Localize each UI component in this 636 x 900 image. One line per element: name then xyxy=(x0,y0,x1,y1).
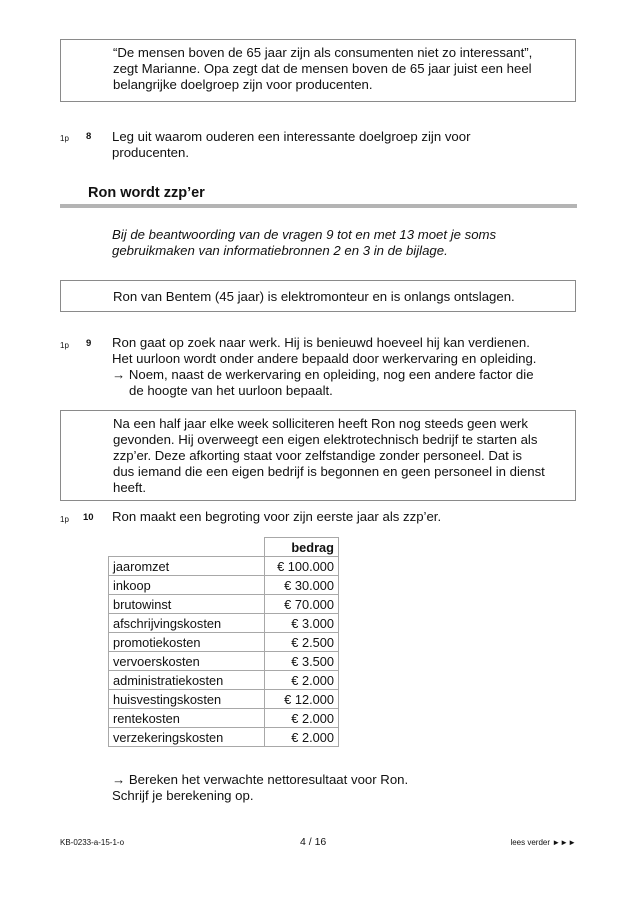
budget-header-amount: bedrag xyxy=(265,538,339,557)
row-label: inkoop xyxy=(109,576,265,595)
footer-page-number: 4 / 16 xyxy=(300,836,327,848)
table-row xyxy=(109,576,339,595)
q8-text: Leg uit waarom ouderen een interessante doelgroep zijn voor producenten. xyxy=(112,129,471,160)
footer-continue: lees verder ►►► xyxy=(510,838,576,847)
q10-points: 1p xyxy=(60,515,69,524)
row-amount: € 2.500 xyxy=(265,633,339,652)
q10-text: Ron maakt een begroting voor zijn eerste jaar als zzp’er. xyxy=(112,509,442,524)
q8-points: 1p xyxy=(60,134,69,143)
quote-text: “De mensen boven de 65 jaar zijn als consumenten niet zo interessant”, zegt Marianne. Opa zegt dat de mensen boven de 65 jaar juist een heel belangrijke doelgroep zijn voor producenten. xyxy=(113,45,533,92)
row-label: rentekosten xyxy=(109,709,265,728)
row-amount: € 12.000 xyxy=(265,690,339,709)
section-intro: Bij de beantwoording van de vragen 9 tot en met 13 moet je soms gebruikmaken van informatiebronnen 2 en 3 in de bijlage. xyxy=(112,227,497,258)
q9-points: 1p xyxy=(60,341,69,350)
row-label: vervoerskosten xyxy=(109,652,265,671)
row-amount: € 2.000 xyxy=(265,728,339,747)
row-label: huisvestingskosten xyxy=(109,690,265,709)
section-divider xyxy=(60,204,577,208)
table-row xyxy=(109,709,339,728)
row-amount: € 2.000 xyxy=(265,671,339,690)
table-row xyxy=(109,671,339,690)
table-row xyxy=(109,557,339,576)
table-row xyxy=(109,614,339,633)
table-row xyxy=(109,728,339,747)
quote-box xyxy=(60,39,576,102)
row-label: afschrijvingskosten xyxy=(109,614,265,633)
q10-number: 10 xyxy=(83,512,94,523)
q10-task: → Bereken het verwachte nettoresultaat voor Ron. Schrijf je berekening op. xyxy=(112,772,409,803)
budget-table xyxy=(108,537,339,747)
row-label: promotiekosten xyxy=(109,633,265,652)
context-box-ron xyxy=(60,280,576,312)
context-box-zzp xyxy=(60,410,576,501)
budget-header-row xyxy=(109,538,339,557)
budget-header-empty xyxy=(109,538,265,557)
q9-number: 9 xyxy=(86,338,92,349)
table-row xyxy=(109,633,339,652)
table-row xyxy=(109,652,339,671)
row-label: administratiekosten xyxy=(109,671,265,690)
row-amount: € 3.000 xyxy=(265,614,339,633)
row-amount: € 100.000 xyxy=(265,557,339,576)
row-label: verzekeringskosten xyxy=(109,728,265,747)
table-row xyxy=(109,690,339,709)
context-text-ron: Ron van Bentem (45 jaar) is elektromonteur en is onlangs ontslagen. xyxy=(113,289,515,304)
context-text-zzp: Na een half jaar elke week solliciteren heeft Ron nog steeds geen werk gevonden. Hij overweegt een eigen elektrotechnisch bedrijf te starten als zzp’er. Deze afkorting staat voor zelfstandige zonder personeel. Dat is dus iemand die een eigen bedrijf is begonnen en geen personeel in dienst heeft. xyxy=(113,416,545,495)
row-amount: € 2.000 xyxy=(265,709,339,728)
row-amount: € 3.500 xyxy=(265,652,339,671)
row-label: brutowinst xyxy=(109,595,265,614)
row-amount: € 70.000 xyxy=(265,595,339,614)
footer-exam-code: KB-0233-a-15-1-o xyxy=(60,838,125,847)
q9-text: Ron gaat op zoek naar werk. Hij is benieuwd hoeveel hij kan verdienen. Het uurloon wordt onder andere bepaald door werkervaring en opleiding. → Noem, naast de werkervaring en opleiding, nog een andere factor die de hoogte van het uurloon bepaalt. xyxy=(112,335,537,398)
row-amount: € 30.000 xyxy=(265,576,339,595)
table-row xyxy=(109,595,339,614)
row-label: jaaromzet xyxy=(109,557,265,576)
q8-number: 8 xyxy=(86,131,92,142)
section-title: Ron wordt zzp’er xyxy=(88,185,205,201)
